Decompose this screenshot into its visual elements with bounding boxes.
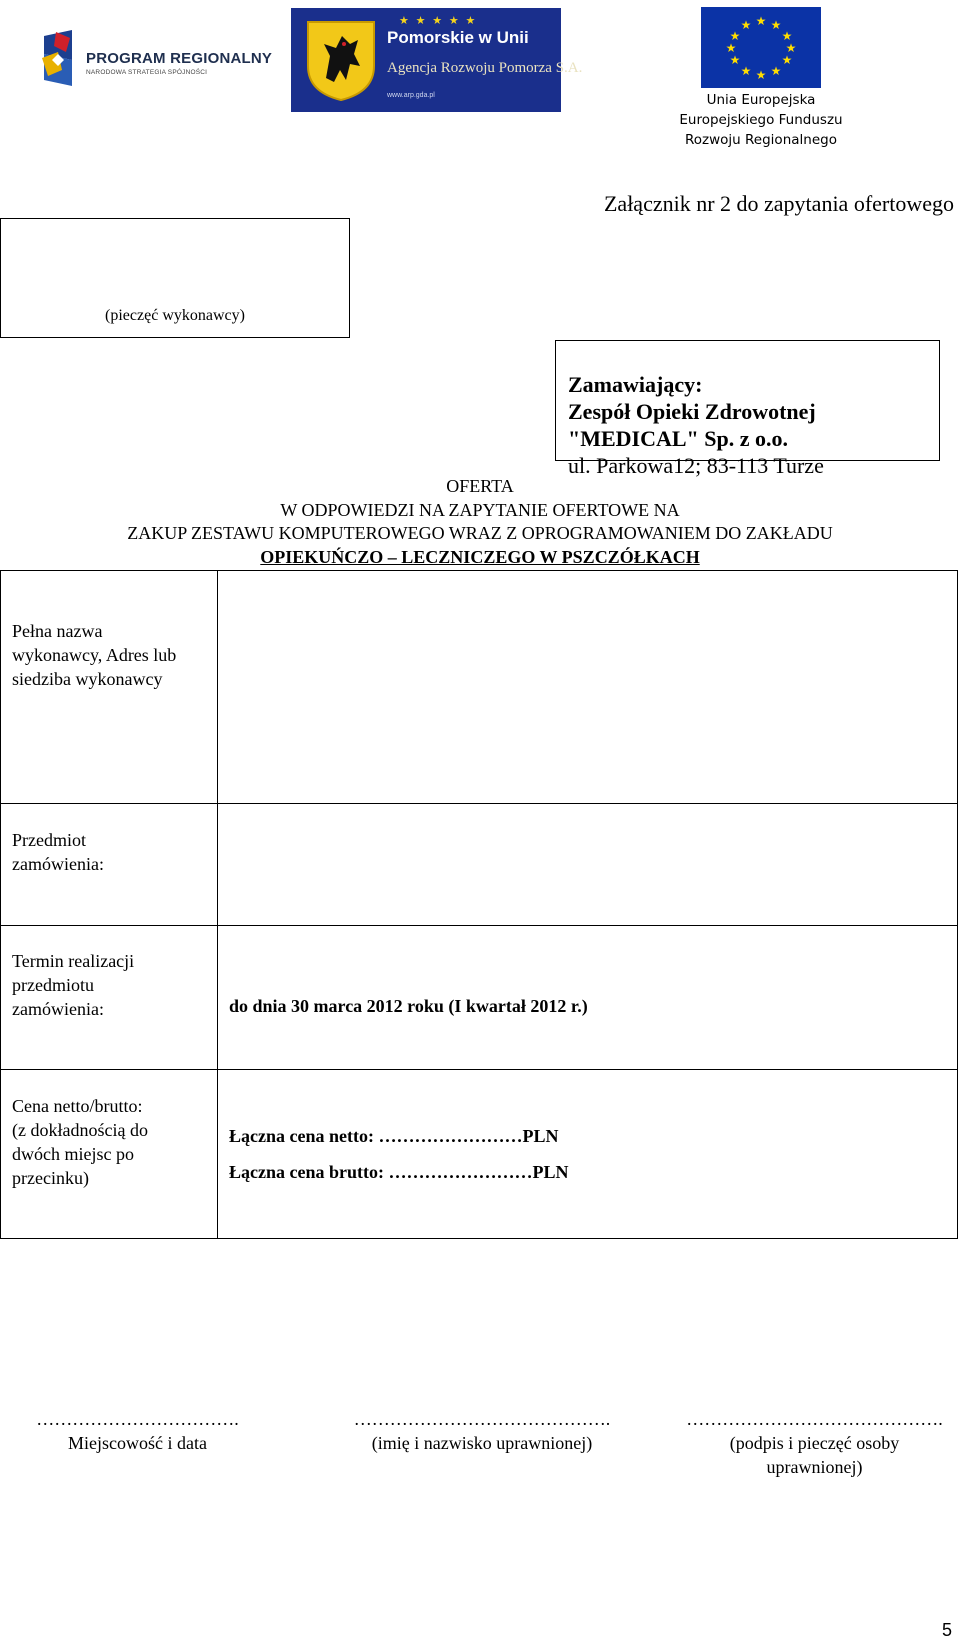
table-row xyxy=(1,571,958,804)
deadline-value: do dnia 30 marca 2012 roku (I kwartał 2012 r.) xyxy=(229,996,588,1016)
eu-caption-line: Europejskiego Funduszu xyxy=(679,112,843,128)
svg-text:★: ★ xyxy=(785,41,797,55)
attachment-title: Załącznik nr 2 do zapytania ofertowego xyxy=(603,191,954,216)
label-line: zamówienia: xyxy=(12,854,104,874)
pomorskie-logo xyxy=(291,8,583,112)
label-line: Cena netto/brutto: xyxy=(12,1096,143,1116)
subject-label-cell xyxy=(1,804,218,926)
signature-name xyxy=(312,1407,652,1455)
price-field[interactable] xyxy=(218,1070,958,1239)
offer-title-line: W ODPOWIEDZI NA ZAPYTANIE OFERTOWE NA xyxy=(280,499,680,520)
label-line: zamówienia: xyxy=(12,999,104,1019)
client-name-line1: Zespół Opieki Zdrowotnej xyxy=(568,399,816,424)
contractor-name-field[interactable] xyxy=(218,571,958,804)
offer-title xyxy=(0,475,960,569)
signature-label: (imię i nazwisko uprawnionej) xyxy=(371,1433,593,1453)
griffin-shield-icon xyxy=(306,20,376,102)
label-line: (z dokładnością do xyxy=(12,1120,148,1140)
signature-place-date xyxy=(10,1407,265,1455)
agency-name: Agencja Rozwoju Pomorza S.A. xyxy=(387,60,583,76)
pomorskie-title: Pomorskie w Unii xyxy=(387,28,529,47)
svg-text:★: ★ xyxy=(729,53,741,67)
agency-url: www.arp.gda.pl xyxy=(387,92,435,99)
deadline-value-cell xyxy=(218,926,958,1070)
svg-text:★: ★ xyxy=(725,41,737,55)
page-number: 5 xyxy=(941,1620,952,1640)
label-line: siedziba wykonawcy xyxy=(12,669,163,689)
contractor-name-label-cell xyxy=(1,571,218,804)
table-row xyxy=(1,1070,958,1239)
program-regionalny-title: PROGRAM REGIONALNY xyxy=(86,50,273,67)
deadline-label-cell xyxy=(1,926,218,1070)
client-box xyxy=(555,340,940,478)
subject-field[interactable] xyxy=(218,804,958,926)
eu-caption-line: Unia Europejska xyxy=(706,92,816,108)
table-row xyxy=(1,804,958,926)
label-line: przecinku) xyxy=(12,1168,89,1188)
stamp-label: (pieczęć wykonawcy) xyxy=(105,307,245,324)
label-line: Pełna nazwa xyxy=(12,621,103,641)
signature-label: uprawnionej) xyxy=(766,1457,863,1477)
label-line: wykonawcy, Adres lub xyxy=(12,645,177,665)
svg-text:★: ★ xyxy=(740,18,752,32)
svg-text:★: ★ xyxy=(781,29,793,43)
program-regionalny-mark-icon xyxy=(42,30,74,86)
eu-stars-row-icon: ★ ★ ★ ★ ★ xyxy=(399,15,478,27)
svg-text:★: ★ xyxy=(755,14,767,28)
offer-title-line: ZAKUP ZESTAWU KOMPUTEROWEGO WRAZ Z OPROGRAMOWANIEM DO ZAKŁADU xyxy=(127,523,833,543)
net-price-line: Łączna cena netto: ……………………PLN xyxy=(229,1126,559,1146)
signature-dots: ……………………………………. xyxy=(686,1409,943,1429)
eu-stars-circle-icon xyxy=(701,7,821,88)
program-regionalny-subtitle: NARODOWA STRATEGIA SPÓJNOŚCI xyxy=(86,69,208,76)
table-row xyxy=(1,926,958,1070)
svg-text:★: ★ xyxy=(770,64,782,78)
label-line: Przedmiot xyxy=(12,830,86,850)
eu-caption xyxy=(650,90,872,150)
offer-title-line: OPIEKUŃCZO – LECZNICZEGO W PSZCZÓŁKACH xyxy=(260,546,700,567)
label-line: przedmiotu xyxy=(12,975,94,995)
svg-text:★: ★ xyxy=(740,64,752,78)
offer-form-table xyxy=(0,570,958,1239)
signature-label: Miejscowość i data xyxy=(68,1433,207,1453)
gross-price-line: Łączna cena brutto: ……………………PLN xyxy=(229,1162,569,1182)
svg-text:★: ★ xyxy=(755,68,767,82)
signature-label: (podpis i pieczęć osoby xyxy=(729,1433,900,1453)
svg-text:★: ★ xyxy=(770,18,782,32)
client-name-line2: "MEDICAL" Sp. z o.o. xyxy=(568,426,788,451)
signature-dots: ……………………………. xyxy=(36,1409,239,1429)
signature-dots: ……………………………………. xyxy=(353,1409,611,1429)
program-regionalny-logo xyxy=(42,30,273,90)
price-label-cell xyxy=(1,1070,218,1239)
signature-stamp xyxy=(672,1407,957,1479)
eu-flag-logo xyxy=(701,7,821,88)
svg-text:★: ★ xyxy=(781,53,793,67)
eu-caption-line: Rozwoju Regionalnego xyxy=(685,132,837,148)
offer-title-line: OFERTA xyxy=(446,476,514,496)
contractor-stamp-box xyxy=(0,218,350,338)
client-address: ul. Parkowa12; 83-113 Turze xyxy=(568,453,824,478)
label-line: dwóch miejsc po xyxy=(12,1144,134,1164)
client-heading: Zamawiający: xyxy=(568,372,703,397)
svg-text:★: ★ xyxy=(729,29,741,43)
label-line: Termin realizacji xyxy=(12,951,135,971)
